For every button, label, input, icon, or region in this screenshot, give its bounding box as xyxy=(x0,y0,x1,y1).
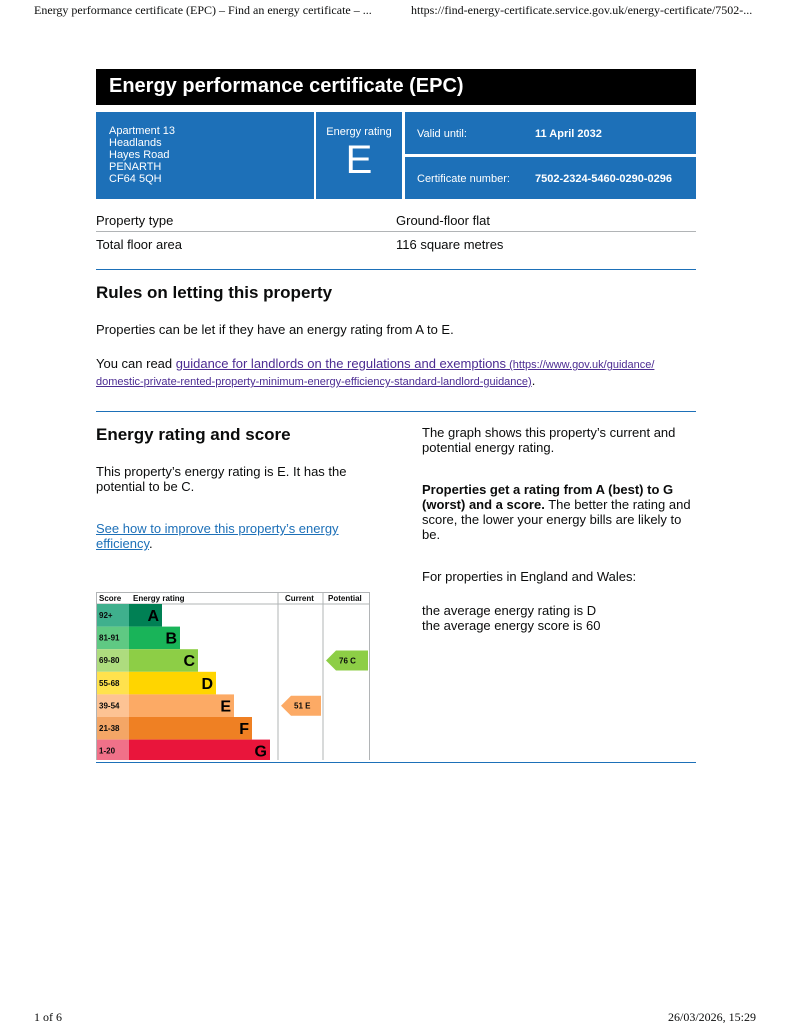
rating-summary-line: This property’s energy rating is E. It has the xyxy=(96,464,347,479)
rating-right-column xyxy=(422,425,696,633)
floor-area-label: Total floor area xyxy=(96,237,182,252)
letting-rules-heading: Rules on letting this property xyxy=(96,283,333,302)
score-range-a: 92+ xyxy=(99,611,113,620)
certificate-number-label: Certificate number: xyxy=(417,173,510,185)
rating-letter-b: B xyxy=(165,630,177,648)
rating-scale-line: score, the lower your energy bills are likely to xyxy=(422,512,682,527)
average-score: the average energy score is 60 xyxy=(422,618,601,633)
current-header: Current xyxy=(285,594,314,603)
valid-until-cell xyxy=(405,112,696,154)
address-line: Headlands xyxy=(109,137,162,149)
graph-text-line: potential energy rating. xyxy=(422,440,555,455)
energy-rating-value: E xyxy=(345,138,373,182)
property-type-label: Property type xyxy=(96,213,174,228)
score-range-g: 1-20 xyxy=(99,746,116,756)
valid-until-value: 11 April 2032 xyxy=(535,128,602,140)
address-line: Hayes Road xyxy=(109,149,170,161)
rating-letter-a: A xyxy=(147,608,159,625)
rating-letter-g: G xyxy=(254,743,267,760)
letting-rules-text: Properties can be let if they have an energy rating from A to E. xyxy=(96,322,454,337)
energy-rating-graph xyxy=(96,592,370,760)
guidance-url-line1[interactable]: (https://www.gov.uk/guidance/ xyxy=(506,359,655,371)
rating-letter-c: C xyxy=(183,653,195,671)
regional-averages xyxy=(422,603,696,633)
certificate-number-value: 7502-2324-5460-0290-0296 xyxy=(535,173,673,185)
graph-text-line: The graph shows this property’s current and xyxy=(422,425,676,440)
score-header: Score xyxy=(99,594,122,603)
improve-efficiency-text xyxy=(96,521,386,551)
score-range-b: 81-91 xyxy=(99,633,120,643)
floor-area-value: 116 square metres xyxy=(396,237,504,252)
score-range-f: 21-38 xyxy=(99,724,120,733)
rating-bar-e xyxy=(129,694,234,717)
section-divider xyxy=(96,762,696,763)
property-type-row xyxy=(96,208,696,232)
rating-bar-g xyxy=(129,740,270,760)
rating-scale-line: be. xyxy=(422,527,441,542)
energy-rating-heading: Energy rating and score xyxy=(96,425,291,444)
rating-letter-e: E xyxy=(220,698,231,716)
improve-efficiency-link-2[interactable]: efficiency xyxy=(96,536,149,551)
rating-summary-line: potential to be C. xyxy=(96,479,195,494)
rating-bar-f xyxy=(129,717,252,740)
landlord-guidance-text xyxy=(96,356,696,390)
print-header-url: https://find-energy-certificate.service.gov.uk/energy-certificate/7502-... xyxy=(411,3,753,17)
section-divider xyxy=(96,269,696,270)
energy-rating-section xyxy=(96,425,696,762)
average-rating: the average energy rating is D xyxy=(422,603,597,618)
guidance-prefix: You can read xyxy=(96,356,176,371)
rating-letter-d: D xyxy=(201,675,213,693)
floor-area-row xyxy=(96,232,696,256)
rating-scale-bold: (worst) and a score. xyxy=(422,497,545,512)
print-datetime: 26/03/2026, 15:29 xyxy=(668,1010,757,1024)
score-range-c: 69-80 xyxy=(99,656,120,666)
print-header-title: Energy performance certificate (EPC) – Find an energy certificate – ... xyxy=(34,3,372,17)
landlord-guidance-link[interactable]: guidance for landlords on the regulations and exemptions xyxy=(175,356,507,371)
certificate-content xyxy=(96,69,696,763)
score-range-e: 39-54 xyxy=(99,701,120,711)
section-divider xyxy=(96,411,696,412)
current-rating-label: 51 E xyxy=(294,701,311,711)
regional-heading: For properties in England and Wales: xyxy=(422,569,637,584)
rating-left-column xyxy=(96,425,386,551)
potential-rating-label: 76 C xyxy=(339,656,356,666)
rating-letter-f: F xyxy=(239,721,249,738)
property-type-value: Ground-floor flat xyxy=(396,213,490,228)
guidance-url-line2[interactable]: domestic-private-rented-property-minimum-energy-efficiency-standard-landlord-guidance) xyxy=(96,376,532,388)
address-line: CF64 5QH xyxy=(109,173,162,185)
potential-header: Potential xyxy=(328,594,362,603)
graph-explanation xyxy=(422,425,696,455)
rating-scale-explanation xyxy=(422,482,696,542)
print-header xyxy=(0,0,791,20)
guidance-suffix: . xyxy=(531,373,536,388)
certificate-meta xyxy=(405,112,696,199)
valid-until-label: Valid until: xyxy=(417,128,467,140)
page-number: 1 of 6 xyxy=(34,1010,62,1024)
property-details xyxy=(96,208,696,256)
rating-summary-text xyxy=(96,464,386,494)
rating-scale-line: The better the rating and xyxy=(544,497,691,512)
page-title: Energy performance certificate (EPC) xyxy=(96,69,696,105)
score-range-d: 55-68 xyxy=(99,678,120,688)
improve-link-suffix: . xyxy=(149,536,153,551)
improve-efficiency-link[interactable]: See how to improve this property’s energy xyxy=(96,521,339,536)
rating-scale-bold: Properties get a rating from A (best) to G xyxy=(422,482,674,497)
energy-rating-label: Energy rating xyxy=(326,126,392,138)
address-line: PENARTH xyxy=(109,161,162,173)
letting-rules-section xyxy=(96,283,696,390)
energy-rating-block xyxy=(316,112,402,199)
certificate-number-cell xyxy=(405,157,696,199)
energy-rating-chart xyxy=(96,592,370,760)
address-block xyxy=(96,112,314,199)
certificate-summary xyxy=(96,112,696,199)
energy-rating-header: Energy rating xyxy=(133,594,185,603)
address-line: Apartment 13 xyxy=(109,125,176,137)
